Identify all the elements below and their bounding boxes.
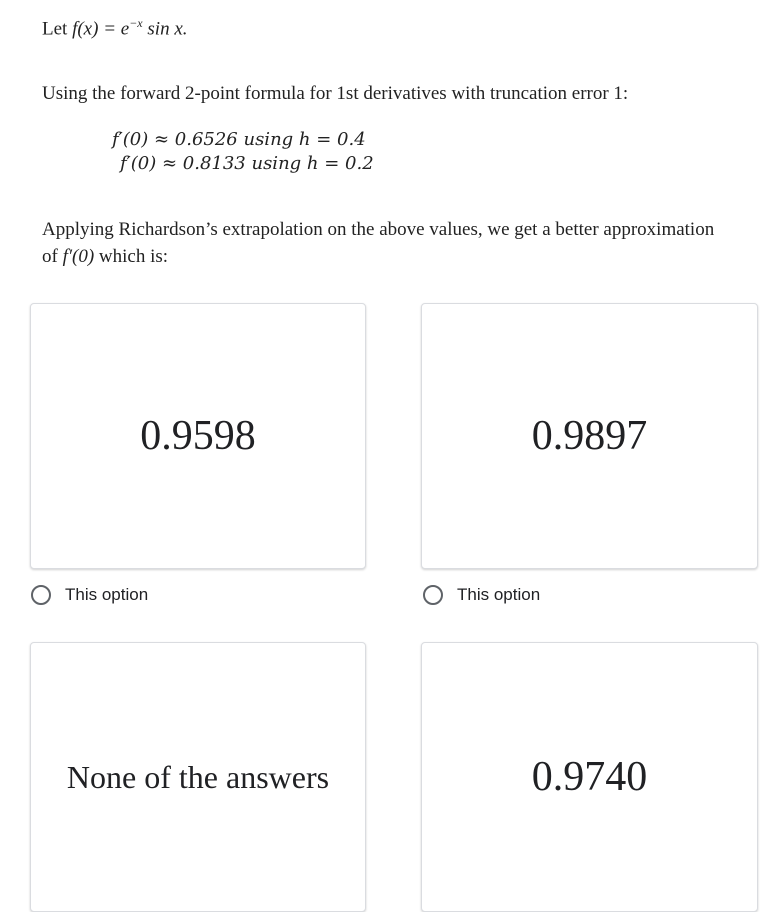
option-value-2: 0.9897: [531, 413, 648, 459]
option-value-3: None of the answers: [66, 758, 330, 795]
option-radio-row-1[interactable]: [31, 585, 148, 605]
radio-button-1[interactable]: [31, 585, 51, 605]
option-card-1[interactable]: [30, 303, 366, 569]
prompt-line-2: of f′(0) which is:: [42, 246, 169, 267]
intro-text: Let $f(x) = e^{-x}$ sin x.: [42, 16, 188, 40]
option-label-1: This option: [65, 585, 149, 604]
radio-button-2[interactable]: [423, 585, 443, 605]
method-text: Using the forward 2-point formula for 1st derivatives with truncation error 1:: [42, 83, 629, 104]
option-label-2: This option: [457, 585, 541, 604]
option-card-3[interactable]: [30, 642, 366, 912]
option-radio-row-2[interactable]: [423, 585, 540, 605]
option-value-1: 0.9598: [140, 413, 256, 459]
formula-h02: f′(0) ≈ 0.8133 using h = 0.2: [120, 153, 374, 174]
prompt-line-1: Applying Richardson’s extrapolation on the above values, we get a better approximation: [42, 219, 715, 240]
option-value-4: 0.9740: [531, 754, 648, 800]
option-card-2[interactable]: [421, 303, 758, 569]
option-card-4[interactable]: [421, 642, 758, 912]
formula-h04: f′(0) ≈ 0.6526 using h = 0.4: [112, 129, 366, 150]
